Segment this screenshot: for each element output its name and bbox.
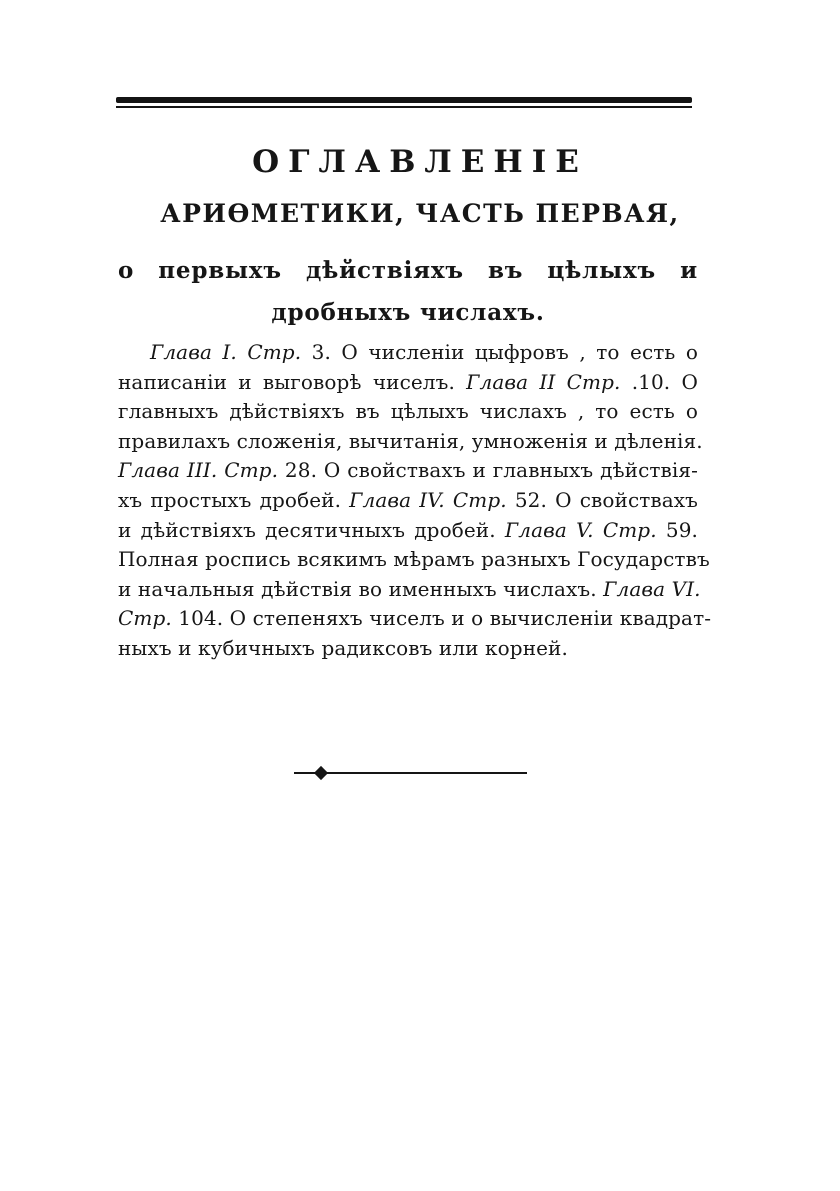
contents-line [118, 545, 710, 575]
page-title: ОГЛАВЛЕНІЕ [252, 144, 588, 180]
ornament-diamond [314, 766, 328, 780]
chapter-reference: Глава III. Стр. [118, 458, 279, 483]
bottom-ornament-rule [294, 766, 527, 780]
contents-text: 52. О свойствахъ [506, 487, 698, 512]
chapter-reference: Глава V. Стр. [504, 517, 657, 542]
chapter-reference: Стр. [118, 606, 172, 631]
contents-text: 3. О численіи цыфровъ , то есть о [301, 340, 698, 364]
chapter-reference: Глава I. Стр. [150, 340, 302, 364]
page-subtitle: АРИѲМЕТИКИ, ЧАСТЬ ПЕРВАЯ, [160, 199, 680, 228]
top-thin-rule [116, 106, 692, 108]
chapter-reference: Глава VI. [603, 576, 701, 601]
ornament-line [294, 772, 527, 774]
contents-text: написаніи и выговорѣ чиселъ. [118, 369, 467, 394]
contents-text: 104. О степеняхъ чиселъ и о вычисленіи квадрат- [171, 606, 712, 631]
contents-text: главныхъ дѣйствіяхъ въ цѣлыхъ числахъ , то есть о [118, 399, 698, 424]
top-thick-rule [116, 97, 692, 103]
contents-text: хъ простыхъ дробей. [118, 487, 350, 512]
topic-heading: о первыхъ дѣйствіяхъ въ цѣлыхъ и дробныхъ числахъ. [118, 257, 698, 326]
contents-line [118, 368, 698, 398]
contents-line [118, 604, 712, 634]
chapter-reference: Глава IV. Стр. [349, 487, 507, 512]
contents-text: .10. О [620, 369, 699, 394]
contents-line [118, 575, 701, 605]
contents-text: правилахъ сложенія, вычитанія, умноженія и дѣленія. [118, 428, 703, 453]
contents-text: и дѣйствіяхъ десятичныхъ дробей. [118, 517, 505, 542]
contents-line [118, 338, 698, 368]
contents-line [118, 397, 698, 427]
contents-paragraph [118, 338, 712, 664]
contents-text: и начальныя дѣйствія во именныхъ числахъ. [118, 576, 604, 601]
chapter-reference: Глава II Стр. [466, 369, 621, 394]
contents-line [118, 516, 698, 546]
contents-line [118, 486, 698, 516]
contents-text: 59. [656, 517, 698, 542]
contents-line [118, 427, 703, 457]
contents-line [118, 634, 698, 664]
top-double-rule [116, 97, 692, 111]
contents-line [118, 456, 698, 486]
contents-text: 28. О свойствахъ и главныхъ дѣйствія- [278, 458, 698, 483]
contents-text: ныхъ и кубичныхъ радиксовъ или корней. [118, 635, 568, 660]
contents-text: Полная роспись всякимъ мѣрамъ разныхъ Государствъ [118, 547, 710, 572]
